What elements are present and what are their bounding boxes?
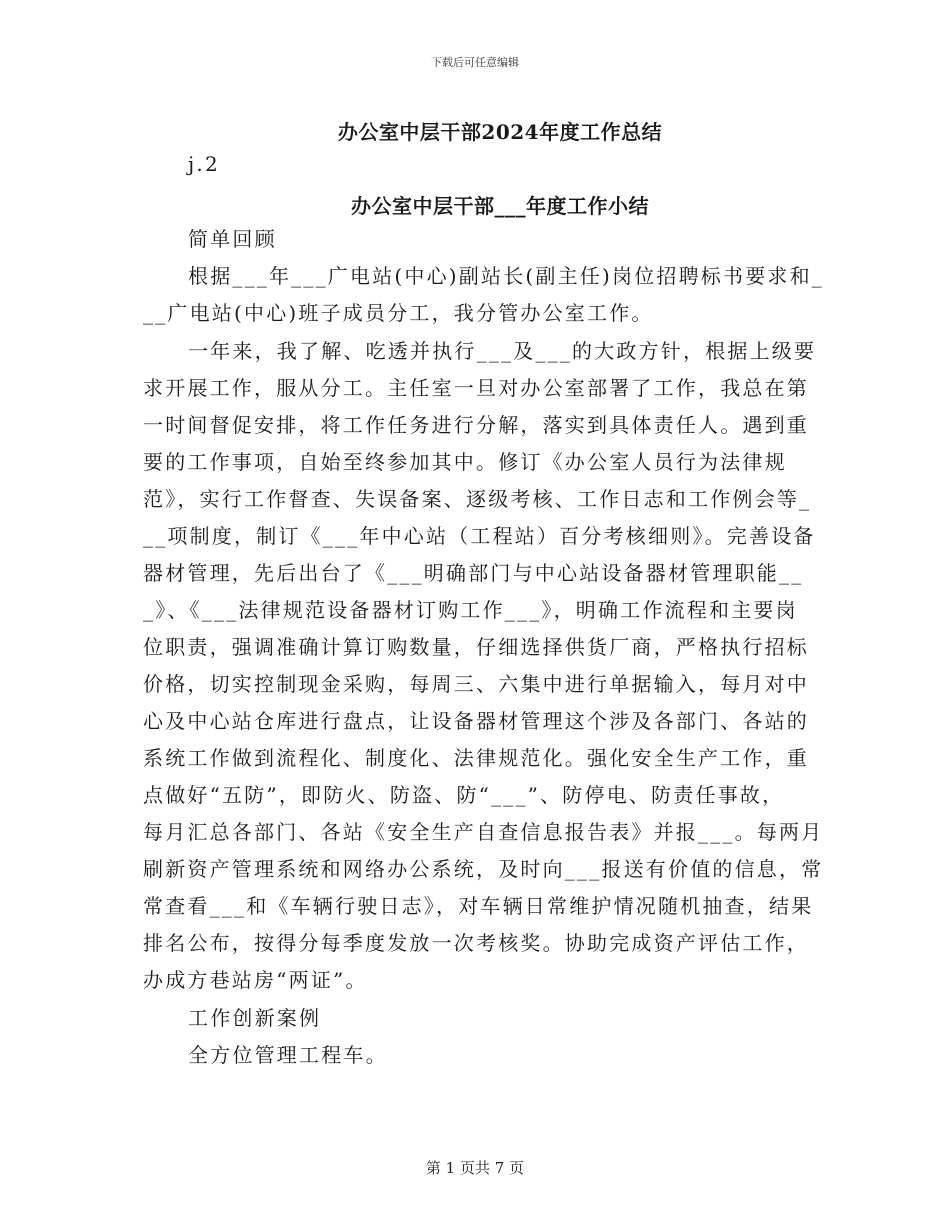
paragraph-line: 每月汇总各部门、各站《安全生产自查信息报告表》并报___。每两月 <box>143 820 824 844</box>
paragraph-line: 点做好“五防”，即防火、防盗、防“___”、防停电、防责任事故， <box>143 783 785 807</box>
document-title: 办公室中层干部2024年度工作总结 <box>337 120 663 144</box>
paragraph-line: _》、《___法律规范设备器材订购工作___》，明确工作流程和主要岗 <box>143 598 798 622</box>
paragraph-line: 一年来，我了解、吃透并执行___及___的大政方针，根据上级要 <box>188 339 817 363</box>
paragraph-line: 办成方巷站房“两证”。 <box>143 968 368 992</box>
paragraph-line: 根据___年___广电站(中心)副站长(副主任)岗位招聘标书要求和_ <box>188 264 825 288</box>
paragraph-line: 求开展工作，服从分工。主任室一旦对办公室部署了工作，我总在第 <box>143 376 809 400</box>
paragraph-line: 心及中心站仓库进行盘点，让设备器材管理这个涉及各部门、各站的 <box>143 709 809 733</box>
section-subtitle: 办公室中层干部___年度工作小结 <box>351 194 649 218</box>
paragraph-line: 常查看___和《车辆行驶日志》，对车辆日常维护情况随机抽查，结果 <box>143 894 814 918</box>
paragraph-heading: 工作创新案例 <box>188 1006 322 1030</box>
paragraph-line: 系统工作做到流程化、制度化、法律规范化。强化安全生产工作，重 <box>143 746 809 770</box>
reference-code: j.2 <box>188 152 220 176</box>
paragraph-line: 排名公布，按得分每季度发放一次考核奖。协助完成资产评估工作， <box>143 931 809 955</box>
paragraph-line: __广电站(中心)班子成员分工，我分管办公室工作。 <box>143 301 654 325</box>
paragraph-line: 全方位管理工程车。 <box>188 1043 388 1067</box>
paragraph-line: 范》，实行工作督查、失误备案、逐级考核、工作日志和工作例会等_ <box>143 487 812 511</box>
paragraph-line: 刷新资产管理系统和网络办公系统，及时向___报送有价值的信息，常 <box>143 857 824 881</box>
page-number: 第 1 页共 7 页 <box>425 1159 525 1177</box>
paragraph-heading: 简单回顾 <box>188 227 277 251</box>
paragraph-line: 要的工作事项，自始至终参加其中。修订《办公室人员行为法律规 <box>143 450 787 474</box>
paragraph-line: 位职责，强调准确计算订购数量，仔细选择供货厂商，严格执行招标 <box>143 635 809 659</box>
header-note: 下载后可任意编辑 <box>431 56 519 69</box>
paragraph-line: 价格，切实控制现金采购，每周三、六集中进行单据输入，每月对中 <box>143 672 809 696</box>
paragraph-line: 一时间督促安排，将工作任务进行分解，落实到具体责任人。遇到重 <box>143 413 809 437</box>
paragraph-line: __项制度，制订《___年中心站（工程站）百分考核细则》。完善设备 <box>143 524 816 548</box>
paragraph-line: 器材管理，先后出台了《___明确部门与中心站设备器材管理职能__ <box>143 561 804 585</box>
